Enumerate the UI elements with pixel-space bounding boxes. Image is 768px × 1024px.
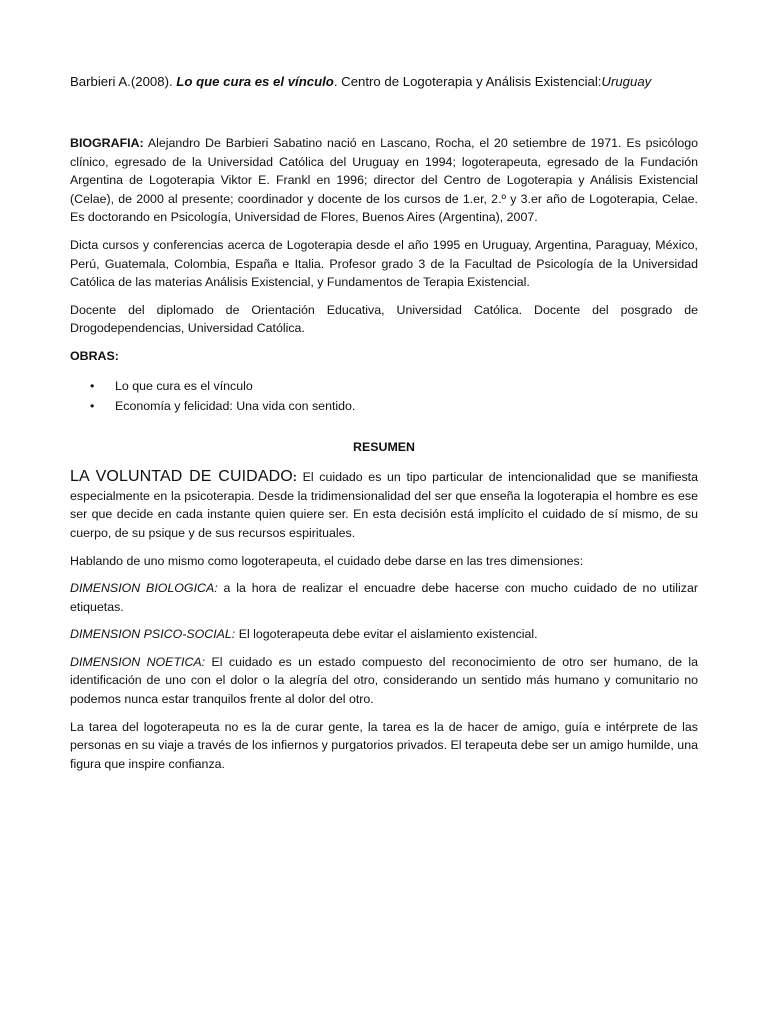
list-item-text: Economía y felicidad: Una vida con sentido. bbox=[115, 398, 356, 413]
citation-place: Uruguay bbox=[601, 74, 652, 89]
bullet-icon: • bbox=[90, 398, 95, 413]
list-item bbox=[70, 376, 698, 396]
resumen-heading: RESUMEN bbox=[353, 439, 415, 454]
dimension-psicosocial-label: DIMENSION PSICO-SOCIAL: bbox=[70, 627, 236, 642]
dimension-noetica bbox=[70, 653, 698, 709]
biography-text: Alejandro De Barbieri Sabatino nació en Lascano, Rocha, el 20 setiembre de 1971. Es psicólogo clínico, egresado de la Universidad Católica del Uruguay en 1994; logoterapeuta, egresado de la Fundación Argentina de Logoterapia Viktor E. Frankl en 1996; director del Centro de Logoterapia y Análisis Existencial (Celae), de 2000 al presente; coordinador y docente de los cursos de 1.er, 2.º y 3.er año de Logoterapia, Celae. Es doctorando en Psicología, Universidad de Flores, Buenos Aires (Argentina), 2007. bbox=[70, 136, 698, 225]
obras-list bbox=[70, 376, 698, 416]
voluntad-heading: LA VOLUNTAD DE CUIDADO bbox=[70, 468, 293, 486]
bullet-icon: • bbox=[90, 378, 95, 393]
tarea-paragraph: La tarea del logoterapeuta no es la de curar gente, la tarea es la de hacer de amigo, guía e intérprete de las personas en su viaje a través de los infiernos y purgatorios privados. El terapeuta debe ser un amigo humilde, una figura que inspire confianza. bbox=[70, 719, 698, 771]
dimension-biologica bbox=[70, 579, 698, 616]
courses-paragraph: Dicta cursos y conferencias acerca de Logoterapia desde el año 1995 en Uruguay, Argentina, Paraguay, México, Perú, Guatemala, Colombia, España e Italia. Profesor grado 3 de la Facultad de Psicología de la Universidad Católica de las materias Análisis Existencial, y Fundamentos de Terapia Existencial. bbox=[70, 237, 698, 290]
citation-title: Lo que cura es el vínculo bbox=[176, 74, 334, 89]
citation-author-year: Barbieri A.(2008). bbox=[70, 74, 177, 89]
voluntad-colon: : bbox=[292, 470, 297, 485]
obras-label: OBRAS: bbox=[70, 348, 119, 363]
dimension-noetica-text: El cuidado es un estado compuesto del reconocimiento de otro ser humano, de la identificación de uno con el dolor o la alegría del otro, considerando un sentido más humano y comunitario no podemos nunca estar tranquilos frente al dolor del otro. bbox=[70, 654, 698, 707]
teaching-paragraph: Docente del diplomado de Orientación Educativa, Universidad Católica. Docente del posgrado de Drogodependencias, Universidad Católica. bbox=[70, 302, 698, 336]
document-page bbox=[70, 72, 698, 773]
list-item-text: Lo que cura es el vínculo bbox=[115, 378, 253, 393]
dimension-biologica-text: a la hora de realizar el encuadre debe hacerse con mucho cuidado de no utilizar etiquetas. bbox=[70, 581, 698, 614]
biography-label: BIOGRAFIA: bbox=[70, 136, 144, 150]
biography-paragraph bbox=[70, 134, 698, 227]
citation bbox=[70, 72, 698, 92]
dimension-psicosocial-text: El logoterapeuta debe evitar el aislamiento existencial. bbox=[235, 627, 538, 642]
voluntad-paragraph bbox=[70, 468, 698, 542]
dimension-psicosocial bbox=[70, 625, 698, 644]
dimension-noetica-label: DIMENSION NOETICA: bbox=[70, 654, 206, 669]
dimension-biologica-label: DIMENSION BIOLOGICA: bbox=[70, 581, 218, 596]
dimensiones-intro: Hablando de uno mismo como logoterapeuta, el cuidado debe darse en las tres dimensiones: bbox=[70, 553, 584, 568]
citation-publisher: . Centro de Logoterapia y Análisis Existencial: bbox=[333, 74, 602, 89]
voluntad-text: El cuidado es un tipo particular de intencionalidad que se manifiesta especialmente en la psicoterapia. Desde la tridimensionalidad del ser que enseña la logoterapia el hombre es ese ser que decide en cada instante quien quiere ser. En esta decisión está implícito el cuidado de sí mismo, de su cuerpo, de su psique y de sus recursos espirituales. bbox=[70, 470, 698, 540]
list-item bbox=[70, 396, 698, 416]
